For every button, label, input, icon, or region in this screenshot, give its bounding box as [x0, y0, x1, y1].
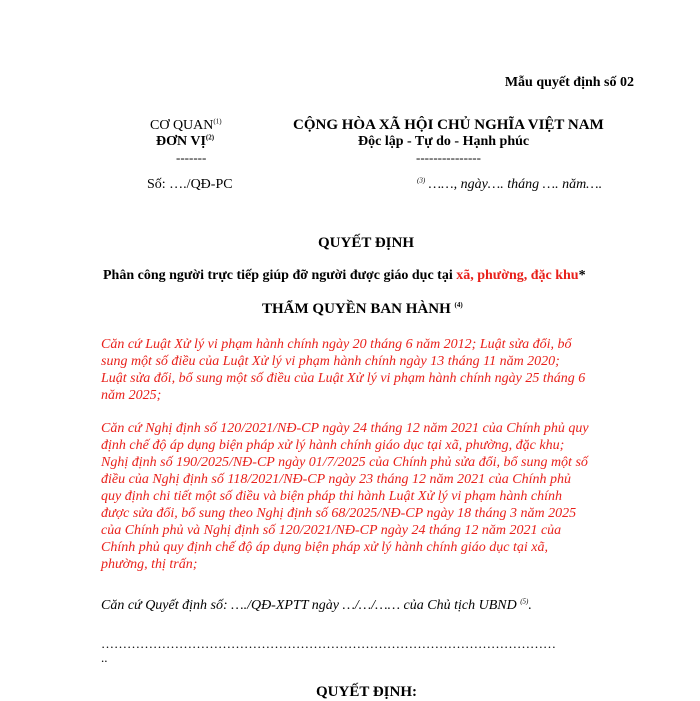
- document-title: QUYẾT ĐỊNH: [318, 235, 414, 251]
- legal-basis-2: [101, 420, 641, 573]
- legal-basis-2-line: Căn cứ Nghị định số 120/2021/NĐ-CP ngày 24 tháng 12 năm 2021 của Chính phủ quy: [101, 421, 589, 436]
- motto-dashes: ---------------: [416, 150, 481, 165]
- legal-basis-1: [101, 336, 641, 404]
- decision-heading: QUYẾT ĐỊNH:: [316, 684, 417, 700]
- fill-in-dots: ……………………………………………………………………………………………: [101, 636, 556, 651]
- legal-basis-2-line: Nghị định số 190/2025/NĐ-CP ngày 01/7/2025 của Chính phủ sửa đổi, bổ sung một số: [101, 455, 588, 470]
- decision-number: Số: …./QĐ-PC: [147, 177, 233, 192]
- fill-in-dots-continued: ..: [101, 650, 108, 665]
- legal-basis-2-line: Chính phủ quy định chế độ áp dụng biện pháp xử lý hành chính giáo dục tại xã,: [101, 540, 549, 555]
- legal-basis-2-line: được sửa đổi, bổ sung theo Nghị định số 68/2025/NĐ-CP ngày 18 tháng 3 năm 2025: [101, 506, 577, 521]
- form-label: Mẫu quyết định số 02: [504, 75, 634, 90]
- legal-basis-2-line: của Chính phủ và Nghị định số 120/2021/NĐ-CP ngày 24 tháng 12 năm 2021 của: [101, 523, 562, 538]
- legal-basis-2-line: phường, thị trấn;: [101, 557, 198, 572]
- legal-basis-1-line: sung một số điều của Luật Xử lý vi phạm hành chính ngày 13 tháng 11 năm 2020;: [101, 354, 560, 369]
- date-line: $^{(3)}$ ……, ngày…. tháng …. năm….: [417, 176, 603, 192]
- legal-basis-2-line: định chế độ áp dụng biện pháp xử lý hành chính giáo dục tại xã, phường, đặc khu;: [101, 438, 565, 453]
- agency-dashes: -------: [176, 150, 207, 165]
- legal-basis-1-line: Căn cứ Luật Xử lý vi phạm hành chính ngày 20 tháng 6 năm 2012; Luật sửa đổi, bổ: [101, 337, 572, 352]
- country-name: CỘNG HÒA XÃ HỘI CHỦ NGHĨA VIỆT NAM: [293, 117, 604, 133]
- legal-basis-2-line: quy định chi tiết một số điều và biện pháp thi hành Luật Xử lý vi phạm hành chính: [101, 489, 563, 504]
- legal-basis-1-line: năm 2025;: [101, 388, 162, 403]
- document-subtitle: Phân công người trực tiếp giúp đỡ người được giáo dục tại xã, phường, đặc khu*: [103, 268, 586, 283]
- legal-basis-2-line: điều của Nghị định số 118/2021/NĐ-CP ngày 23 tháng 12 năm 2021 của Chính phủ: [101, 472, 572, 487]
- motto: Độc lập - Tự do - Hạnh phúc: [358, 134, 530, 149]
- agency-line2: ĐƠN VỊ$^{(2)}$: [156, 133, 215, 149]
- agency-line1: CƠ QUAN$^{(1)}$: [150, 117, 222, 133]
- legal-basis-3: Căn cứ Quyết định số: …./QĐ-XPTT ngày …/…/…… của Chủ tịch UBND $^{(5)}$.: [101, 597, 532, 613]
- legal-basis-1-line: Luật sửa đổi, bổ sung một số điều của Luật Xử lý vi phạm hành chính ngày 25 tháng 6: [101, 371, 586, 386]
- issuing-authority: THẨM QUYỀN BAN HÀNH $^{(4)}$: [262, 301, 463, 317]
